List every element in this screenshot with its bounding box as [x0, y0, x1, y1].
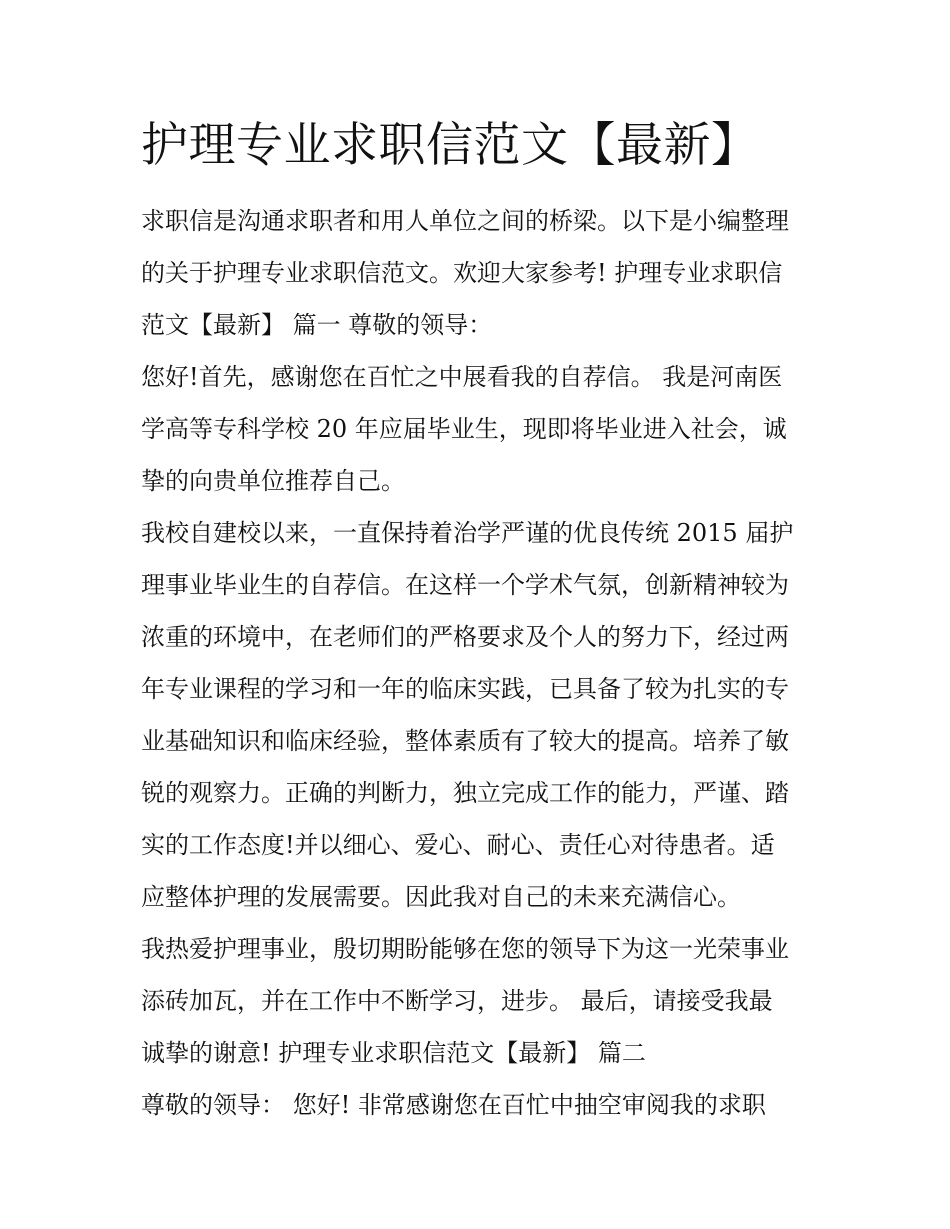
text-line: 诚挚的谢意! 护理专业求职信范文【最新】 篇二 — [141, 1039, 646, 1067]
text-line: 锐的观察力。正确的判断力，独立完成工作的能力，严谨、踏 — [141, 779, 789, 807]
text-line: 应整体护理的发展需要。因此我对自己的未来充满信心。 — [141, 883, 741, 911]
text-line: 我校自建校以来，一直保持着治学严谨的优良传统 2015 届护 — [141, 519, 794, 547]
text-line: 实的工作态度!并以细心、爱心、耐心、责任心对待患者。适 — [141, 831, 775, 859]
text-line: 添砖加瓦，并在工作中不断学习，进步。 最后，请接受我最 — [141, 987, 773, 1015]
text-line: 挚的向贵单位推荐自己。 — [141, 467, 405, 495]
text-line: 范文【最新】 篇一 尊敬的领导： — [141, 311, 493, 339]
text-line: 学高等专科学校 20 年应届毕业生，现即将毕业进入社会，诚 — [141, 415, 787, 443]
text-line: 业基础知识和临床经验，整体素质有了较大的提高。培养了敏 — [141, 727, 789, 755]
text-line: 的关于护理专业求职信范文。欢迎大家参考! 护理专业求职信 — [141, 259, 783, 287]
text-line: 您好!首先，感谢您在百忙之中展看我的自荐信。 我是河南医 — [141, 363, 783, 391]
text-line: 理事业毕业生的自荐信。在这样一个学术气氛，创新精神较为 — [141, 571, 789, 599]
text-line: 我热爱护理事业，殷切期盼能够在您的领导下为这一光荣事业 — [141, 935, 789, 963]
text-line: 求职信是沟通求职者和用人单位之间的桥梁。以下是小编整理 — [141, 207, 789, 235]
text-line: 浓重的环境中，在老师们的严格要求及个人的努力下，经过两 — [141, 623, 789, 651]
document-body — [141, 116, 821, 1131]
text-line: 年专业课程的学习和一年的临床实践，已具备了较为扎实的专 — [141, 675, 789, 703]
text-line: 尊敬的领导： 您好! 非常感谢您在百忙中抽空审阅我的求职 — [141, 1091, 766, 1119]
document-title: 护理专业求职信范文【最新】 — [141, 118, 759, 173]
